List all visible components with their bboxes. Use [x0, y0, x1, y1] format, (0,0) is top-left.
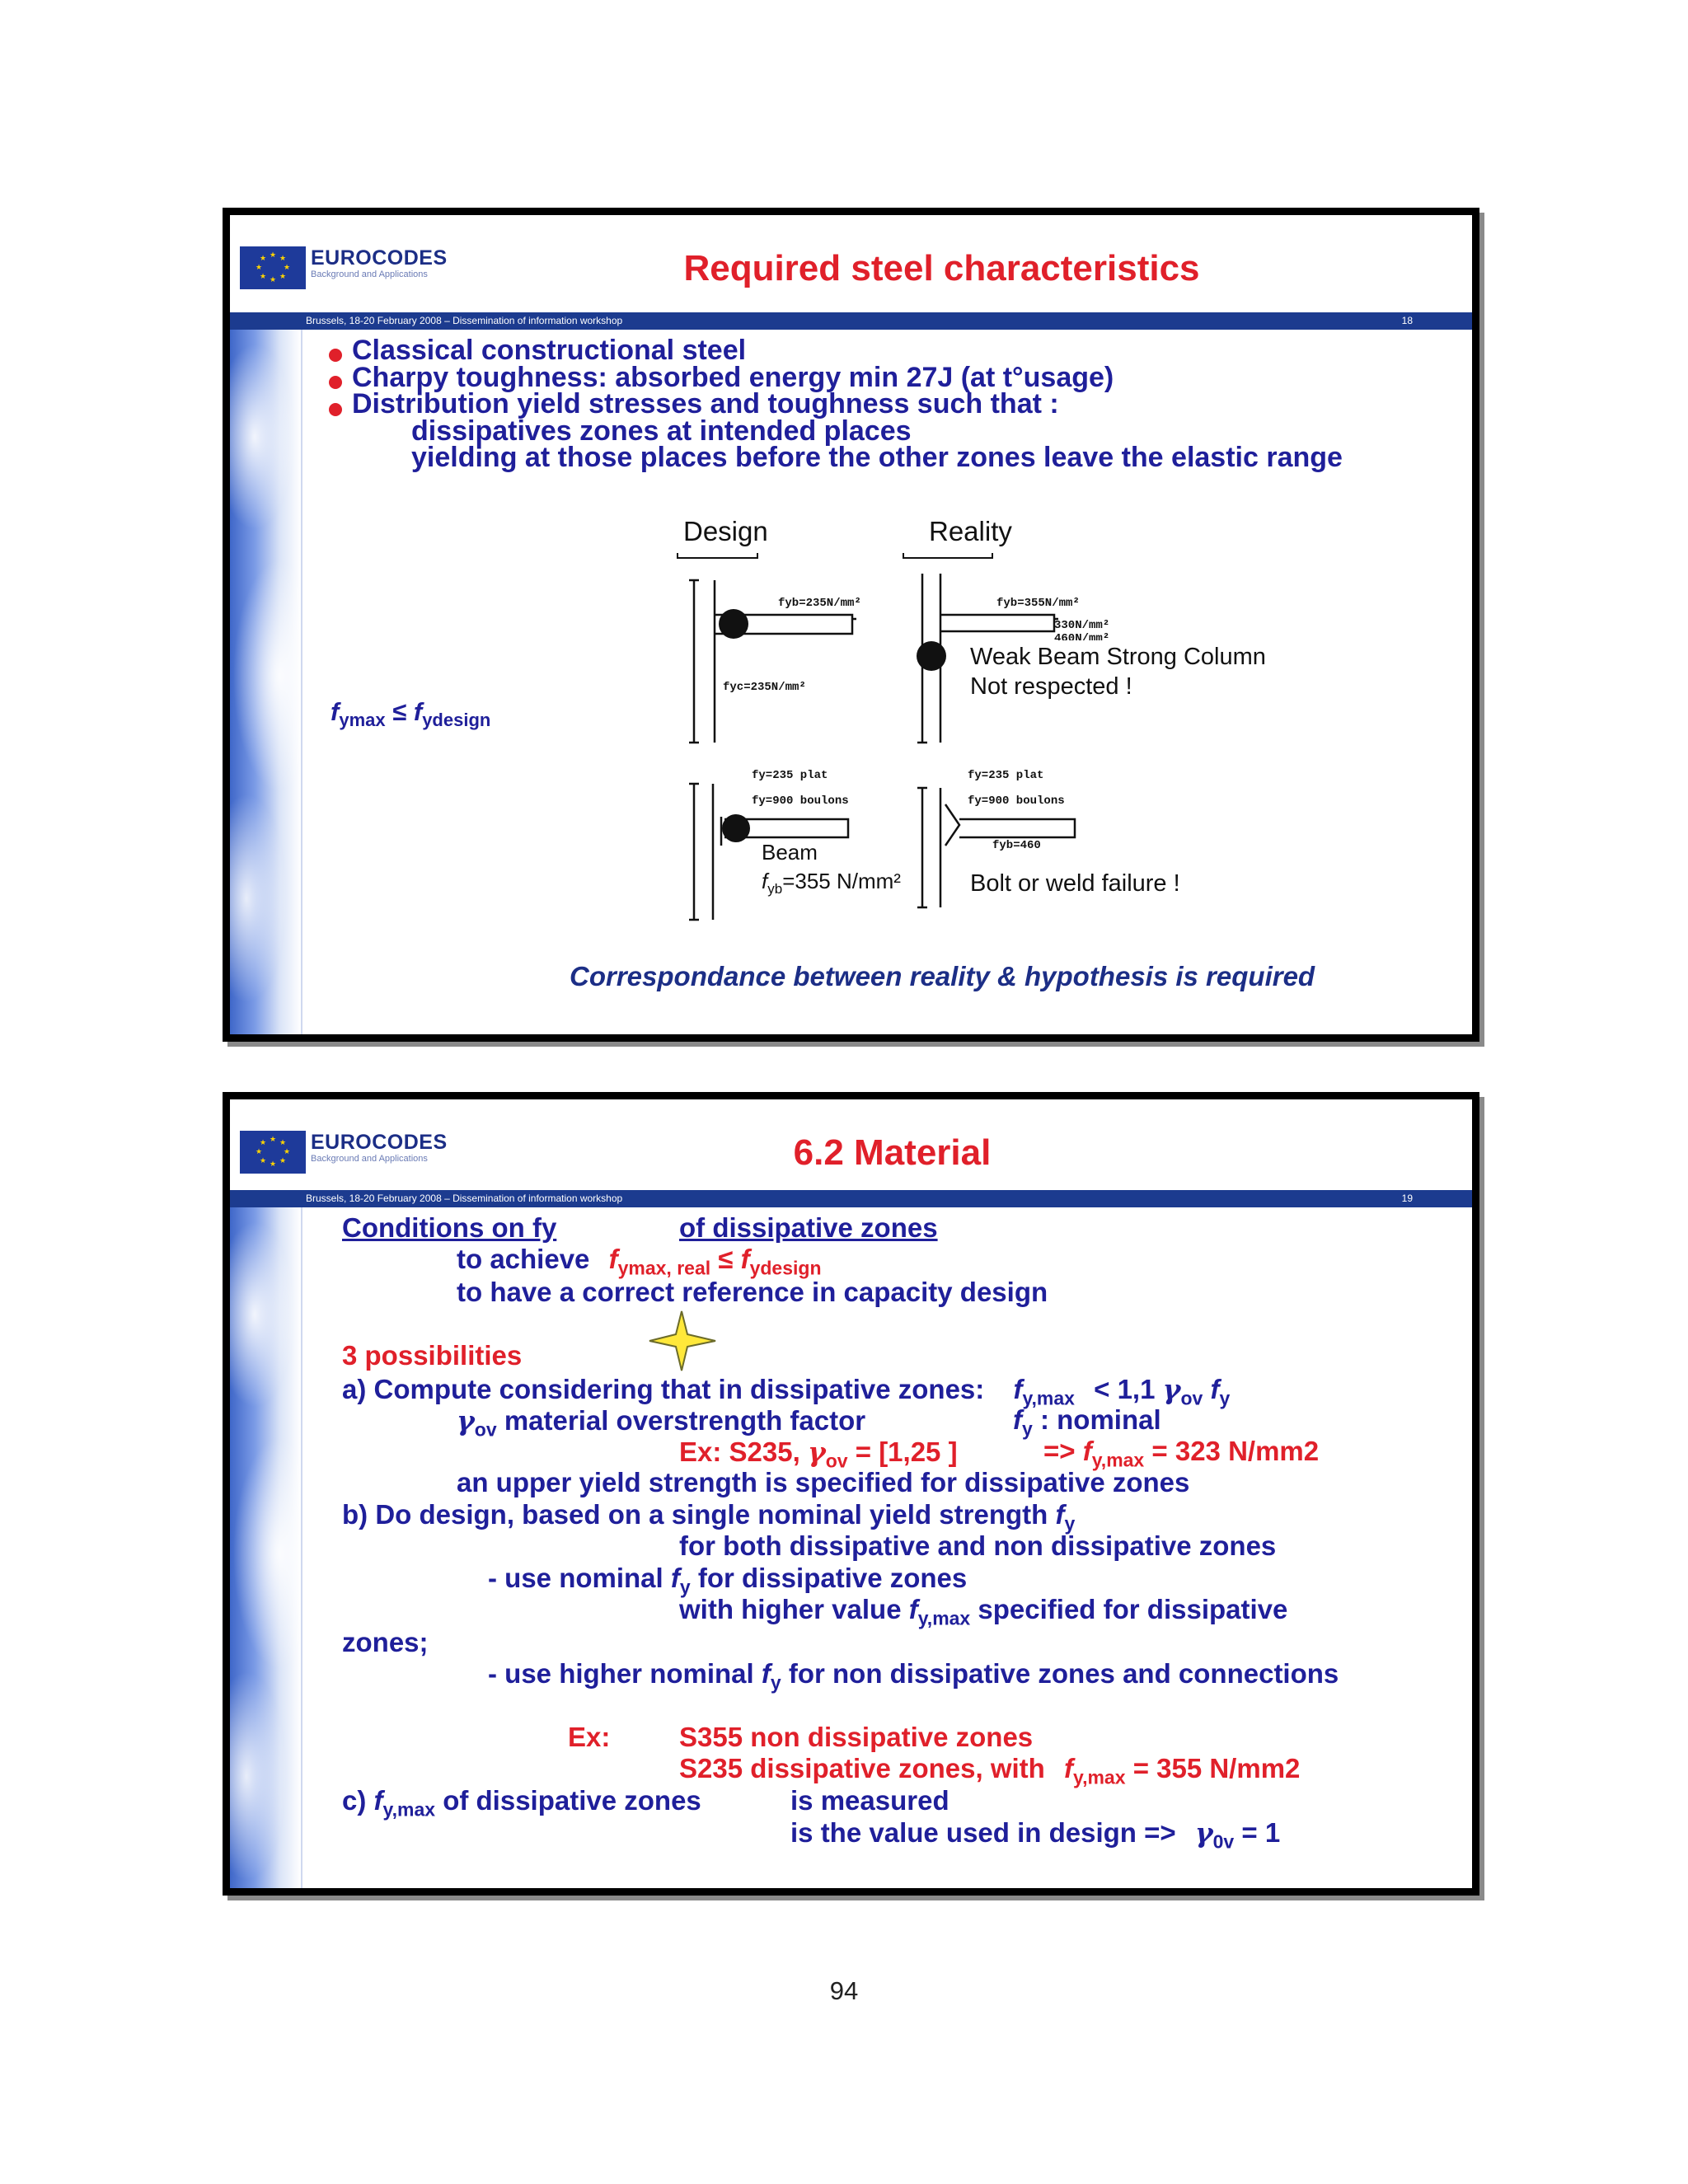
slide-material	[223, 1092, 1479, 1896]
eu-flag-icon: ★ ★ ★ ★ ★ ★ ★ ★	[240, 1131, 306, 1174]
f-symbol: f	[1082, 1436, 1092, 1466]
diagram-annotation: fyb=460	[992, 839, 1041, 852]
logo-subtitle: Background and Applications	[311, 1154, 428, 1164]
slide-required-steel	[223, 208, 1479, 1042]
nominal-text: : nominal	[1039, 1404, 1161, 1435]
f-symbol: f	[740, 1244, 750, 1274]
gamma-symbol: γ	[807, 1436, 826, 1468]
gamma-sub: ov	[1180, 1387, 1203, 1409]
f-symbol: f	[1013, 1404, 1022, 1435]
fyb-f: f	[762, 869, 768, 893]
conditions-heading-b: of dissipative zones	[679, 1212, 938, 1243]
example-b-label: Ex:	[568, 1722, 611, 1752]
gamma-sub: ov	[474, 1418, 497, 1441]
connection-diagrams	[230, 215, 1472, 1034]
f-symbol: f	[608, 1244, 618, 1274]
f-sub: y	[679, 1576, 691, 1598]
le-operator: ≤	[710, 1244, 741, 1274]
achieve-line	[457, 1244, 822, 1280]
diagram-annotation: fy=235 plat	[968, 769, 1044, 782]
option-c-label: c)	[342, 1785, 367, 1816]
design-label: Design	[683, 516, 768, 546]
eu-flag-icon: ★ ★ ★ ★ ★ ★ ★ ★	[240, 246, 306, 289]
gamma-symbol: γ	[457, 1404, 475, 1436]
design-value-text: is the value used in design =>	[790, 1817, 1176, 1848]
option-b-text: b) Do design, based on a single nominal yield strength	[342, 1499, 1048, 1530]
f-symbol: f	[373, 1785, 383, 1816]
decorative-side-art	[230, 1207, 302, 1888]
f-sub: ydesign	[749, 1257, 822, 1279]
f-sub: y,max	[1073, 1766, 1126, 1788]
f-symbol: f	[1064, 1753, 1073, 1783]
f-sub: y	[1064, 1512, 1076, 1535]
reference-line: to have a correct reference in capacity design	[457, 1277, 1048, 1307]
f-sub: y,max	[382, 1798, 436, 1821]
design-value-line	[790, 1816, 1280, 1854]
conditions-heading: Conditions on fy	[342, 1212, 557, 1243]
slide-number: 18	[1401, 315, 1413, 326]
bullet-item: Classical constructional steel	[352, 335, 747, 366]
diagram-annotation: fyb=355N/mm²	[996, 597, 1080, 610]
option-c-text: of dissipative zones	[443, 1785, 701, 1816]
formula-sub: ymax	[339, 710, 386, 731]
relation: < 1,1	[1094, 1374, 1156, 1404]
higher-value-a: with higher value	[679, 1594, 902, 1624]
fyb-sub: yb	[767, 881, 783, 898]
diagram-annotation: fy=235 plat	[752, 769, 828, 782]
option-a-text: a) Compute considering that in dissipative zones:	[342, 1374, 985, 1404]
slide-footer: Correspondance between reality & hypothesis is required	[570, 961, 1315, 991]
higher-value-b: specified for dissipative	[978, 1594, 1288, 1624]
gamma-value: = [1,25 ]	[855, 1436, 958, 1467]
fyb-value: =355 N/mm²	[782, 869, 901, 893]
formula-sub: ydesign	[422, 710, 491, 731]
f-symbol: f	[908, 1594, 918, 1624]
f-symbol: f	[1055, 1499, 1065, 1530]
star-icon	[646, 1308, 720, 1374]
f-symbol: f	[1210, 1374, 1220, 1404]
use-higher-line	[488, 1658, 1339, 1694]
beam-label: Beam	[762, 840, 818, 865]
sub-line: yielding at those places before the other zones leave the elastic range	[411, 442, 1343, 473]
bullet-item: Charpy toughness: absorbed energy min 27J (at t°usage)	[352, 362, 1114, 393]
use-nominal-a: - use nominal	[488, 1563, 663, 1593]
logo-title: EUROCODES	[311, 246, 448, 269]
f-sub: y,max	[1022, 1387, 1075, 1409]
gamma-symbol: γ	[1194, 1816, 1213, 1849]
slide-title: Required steel characteristics	[683, 248, 1200, 288]
sub-line: dissipatives zones at intended places	[411, 415, 912, 447]
arrow-text: =>	[1043, 1436, 1076, 1466]
diagram-annotation: fy=900 boulons	[968, 794, 1065, 808]
f-symbol: f	[1013, 1374, 1023, 1404]
bullet-item: Distribution yield stresses and toughness such that :	[352, 388, 1059, 419]
upper-yield-line: an upper yield strength is specified for dissipative zones	[457, 1467, 1190, 1497]
logo-subtitle: Background and Applications	[311, 269, 428, 279]
f-sub: y	[1219, 1387, 1231, 1409]
use-higher-a: - use higher nominal	[488, 1658, 754, 1689]
design-bracket	[678, 553, 757, 558]
diagram-annotation: fyb=235N/mm²	[778, 597, 861, 610]
diagram-annotation: 460N/mm²	[1054, 632, 1110, 640]
slide-header	[230, 1099, 1472, 1197]
plastic-hinge-dot	[722, 814, 750, 842]
formula-operator: ≤	[385, 697, 414, 726]
f-symbol: f	[670, 1563, 680, 1593]
bolt-failure-note: Bolt or weld failure !	[970, 870, 1180, 897]
measured-text: is measured	[790, 1785, 950, 1816]
info-bar-text: Brussels, 18-20 February 2008 – Dissemination of information workshop	[306, 315, 623, 326]
weak-beam-note: Weak Beam Strong Column	[970, 644, 1266, 670]
gamma-sub: ov	[825, 1450, 848, 1472]
gamma-equals: = 1	[1241, 1817, 1281, 1848]
result-value: = 323 N/mm2	[1151, 1436, 1320, 1466]
slide-title: 6.2 Material	[793, 1132, 992, 1173]
logo-title: EUROCODES	[311, 1131, 448, 1154]
plastic-hinge-dot	[719, 609, 748, 639]
example-b-text: S235 dissipative zones, with	[679, 1753, 1045, 1783]
f-sub: ymax, real	[617, 1257, 711, 1279]
formula-f: f	[331, 697, 340, 726]
plastic-hinge-dot	[917, 641, 946, 671]
diagram-annotation: fyc=235N/mm²	[723, 681, 806, 694]
diagram-annotation: fy=900 boulons	[752, 794, 849, 808]
gamma-sub: 0v	[1212, 1830, 1235, 1853]
use-higher-b: for non dissipative zones and connections	[788, 1658, 1339, 1689]
f-symbol: f	[761, 1658, 771, 1689]
eurocodes-logo	[240, 1131, 448, 1174]
f-sub: y,max	[917, 1607, 971, 1629]
diagram-annotation: 330N/mm²	[1054, 619, 1110, 632]
not-respected-note: Not respected !	[970, 673, 1132, 700]
zones-word: zones;	[342, 1627, 429, 1657]
example-text: Ex: S235,	[679, 1436, 800, 1467]
option-b-cont: for both dissipative and non dissipative zones	[679, 1530, 1277, 1561]
overstrength-text: material overstrength factor	[504, 1405, 866, 1436]
f-sub: y,max	[1091, 1449, 1145, 1471]
reality-bracket	[903, 553, 992, 558]
option-c-line	[342, 1785, 701, 1821]
slide-number: 19	[1401, 1193, 1413, 1204]
reality-label: Reality	[929, 516, 1012, 546]
example-b-result: = 355 N/mm2	[1132, 1753, 1301, 1783]
gamma-symbol: γ	[1162, 1373, 1181, 1405]
info-bar-text: Brussels, 18-20 February 2008 – Dissemination of information workshop	[306, 1193, 623, 1204]
example-b-line2	[679, 1753, 1300, 1789]
beam-fyb-label	[762, 869, 901, 898]
higher-value-line	[679, 1594, 1287, 1630]
info-bar	[230, 1190, 1472, 1207]
f-sub: y	[770, 1671, 781, 1694]
use-nominal-b: for dissipative zones	[697, 1563, 968, 1593]
possibilities-heading: 3 possibilities	[342, 1340, 523, 1371]
example-b-line1: S355 non dissipative zones	[679, 1722, 1034, 1752]
page-number: 94	[829, 1976, 859, 2005]
formula-f: f	[413, 697, 423, 726]
achieve-text: to achieve	[457, 1244, 590, 1274]
f-sub: y	[1022, 1418, 1033, 1440]
